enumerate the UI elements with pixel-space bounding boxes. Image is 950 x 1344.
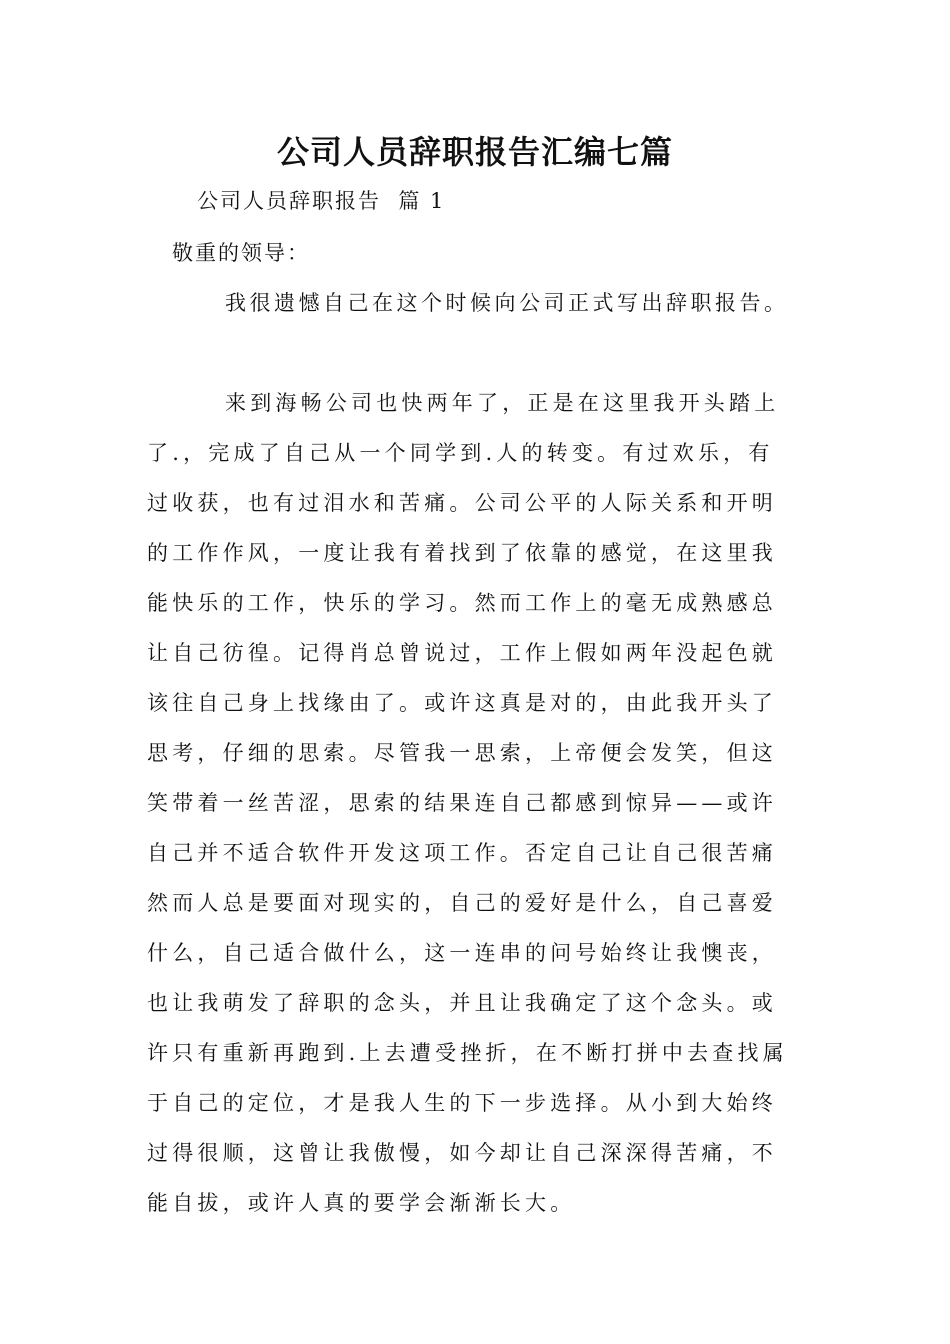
paragraph-line: 许只有重新再跑到.上去遭受挫折，在不断打拼中去查找属 — [147, 1041, 788, 1065]
paragraph-line: 的工作作风，一度让我有着找到了依靠的感觉，在这里我 — [147, 541, 777, 565]
paragraph-line: 过收获，也有过泪水和苦痛。公司公平的人际关系和开明 — [147, 491, 777, 515]
body-paragraph — [147, 386, 827, 1236]
paragraph-line: 来到海畅公司也快两年了，正是在这里我开头踏上 — [225, 391, 780, 415]
paragraph-line: 让自己彷徨。记得肖总曾说过，工作上假如两年没起色就 — [147, 641, 777, 665]
paragraph-line: 过得很顺，这曾让我傲慢，如今却让自己深深得苦痛，不 — [147, 1141, 777, 1165]
paragraph-line: 然而人总是要面对现实的，自己的爱好是什么，自己喜爱 — [147, 891, 777, 915]
paragraph-line: 笑带着一丝苦涩，思索的结果连自己都感到惊异——或许 — [147, 791, 777, 815]
opening-paragraph: 我很遗憾自己在这个时候向公司正式写出辞职报告。 — [225, 291, 789, 315]
paragraph-line: 思考，仔细的思索。尽管我一思索，上帝便会发笑，但这 — [147, 741, 777, 765]
paragraph-line: 了.，完成了自己从一个同学到.人的转变。有过欢乐，有 — [147, 441, 774, 465]
paragraph-line: 于自己的定位，才是我人生的下一步选择。从小到大始终 — [147, 1091, 777, 1115]
paragraph-line: 能自拔，或许人真的要学会渐渐长大。 — [147, 1191, 576, 1215]
salutation: 敬重的领导： — [172, 241, 310, 265]
paragraph-line: 能快乐的工作，快乐的学习。然而工作上的毫无成熟感总 — [147, 591, 777, 615]
paragraph-line: 该往自己身上找缘由了。或许这真是对的，由此我开头了 — [147, 691, 777, 715]
paragraph-line: 也让我萌发了辞职的念头，并且让我确定了这个念头。或 — [147, 991, 777, 1015]
document-title: 公司人员辞职报告汇编七篇 — [276, 133, 673, 171]
paragraph-line: 自己并不适合软件开发这项工作。否定自己让自己很苦痛 — [147, 841, 777, 865]
section-heading: 公司人员辞职报告 篇 1 — [197, 189, 446, 213]
paragraph-line: 什么，自己适合做什么，这一连串的问号始终让我懊丧， — [147, 941, 777, 965]
